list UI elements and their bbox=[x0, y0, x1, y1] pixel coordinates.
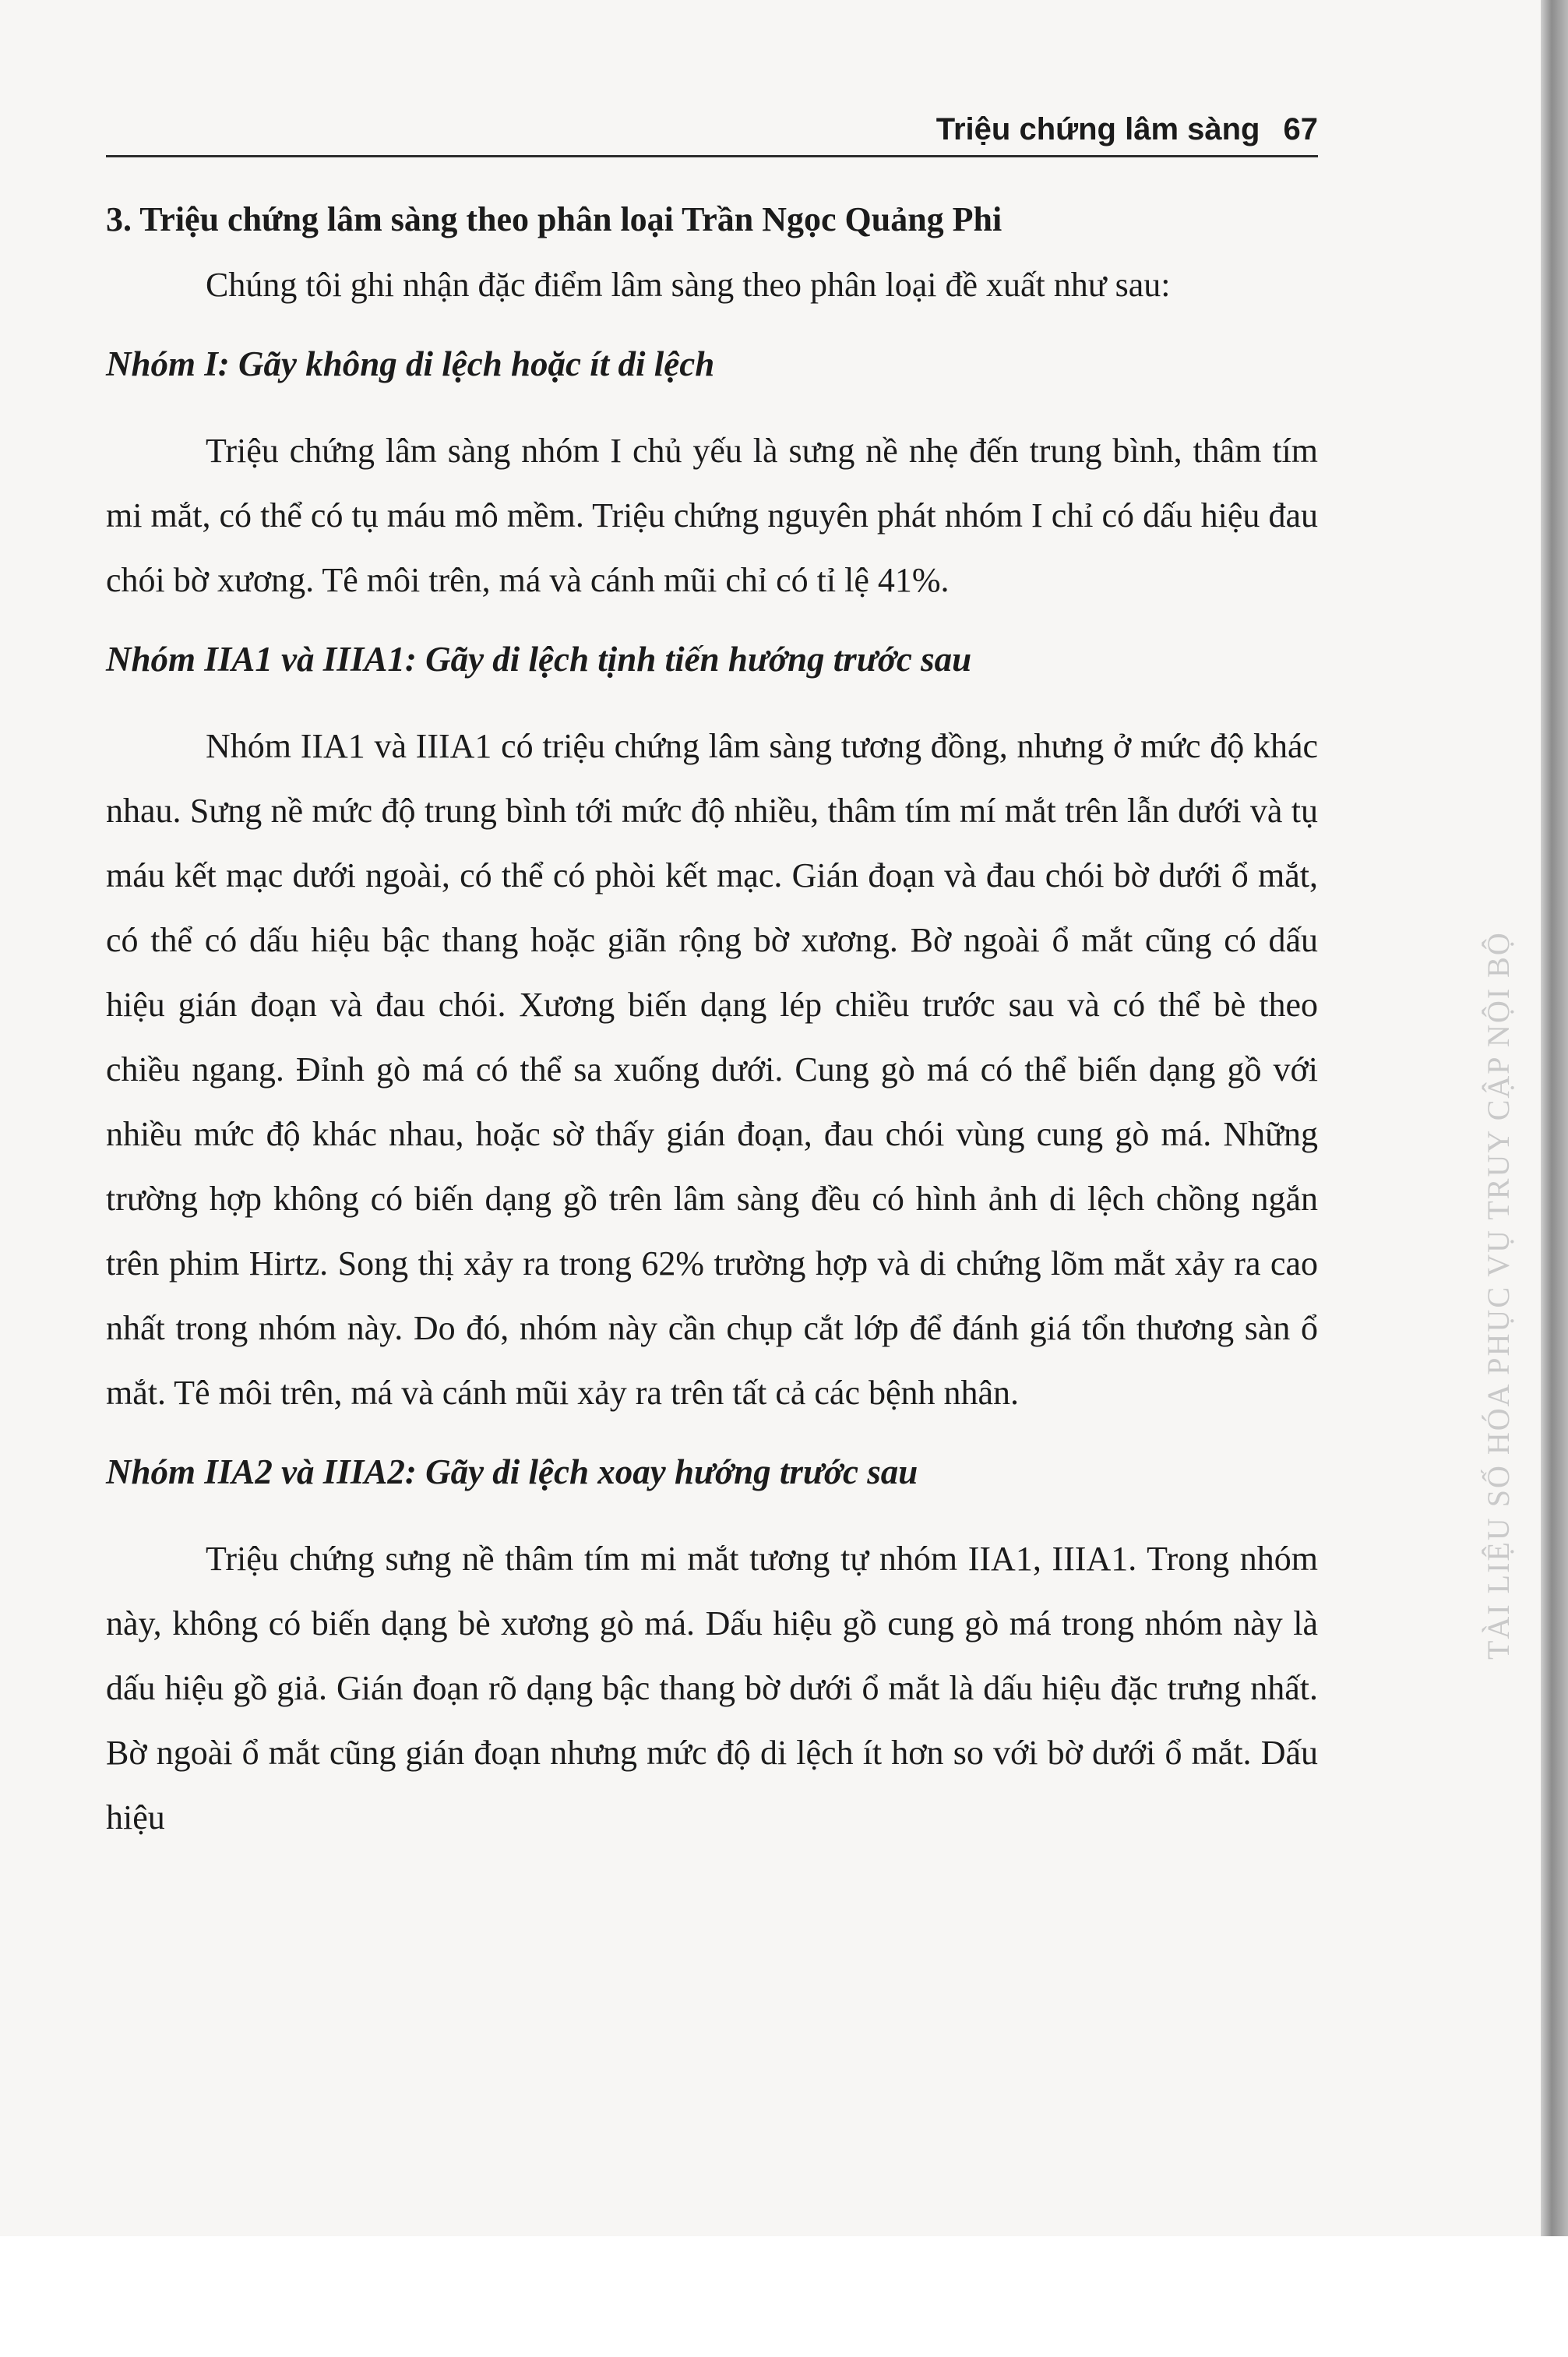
section-title: 3. Triệu chứng lâm sàng theo phân loại Trần Ngọc Quảng Phi bbox=[106, 200, 1002, 238]
group-i-title: Nhóm I: Gãy không di lệch hoặc ít di lệch bbox=[106, 344, 715, 383]
header-rule bbox=[106, 155, 1318, 157]
scan-margin bbox=[0, 2236, 1568, 2357]
page-body bbox=[106, 192, 1318, 1850]
group-i-paragraph: Triệu chứng lâm sàng nhóm I chủ yếu là sưng nề nhẹ đến trung bình, thâm tím mi mắt, có thể có tụ máu mô mềm. Triệu chứng nguyên phát nhóm I chỉ có dấu hiệu đau chói bờ xương. Tê môi trên, má và cánh mũi chỉ có tỉ lệ 41%. bbox=[106, 432, 1318, 599]
section-intro: Chúng tôi ghi nhận đặc điểm lâm sàng theo phân loại đề xuất như sau: bbox=[206, 266, 1171, 304]
running-head bbox=[936, 108, 1318, 151]
group-iia1-iiia1-paragraph: Nhóm IIA1 và IIIA1 có triệu chứng lâm sàng tương đồng, nhưng ở mức độ khác nhau. Sưng nề mức độ trung bình tới mức độ nhiều, thâm tím mí mắt trên lẫn dưới và tụ máu kết mạc dưới ngoài, có thể có phòi kết mạc. Gián đoạn và đau chói bờ dưới ổ mắt, có thể có dấu hiệu bậc thang hoặc giãn rộng bờ xương. Bờ ngoài ổ mắt cũng có dấu hiệu gián đoạn và đau chói. Xương biến dạng lép chiều trước sau và có thể bè theo chiều ngang. Đỉnh gò má có thể sa xuống dưới. Cung gò má có thể biến dạng gồ với nhiều mức độ khác nhau, hoặc sờ thấy gián đoạn, đau chói vùng cung gò má. Những trường hợp không có biến dạng gồ trên lâm sàng đều có hình ảnh di lệch chồng ngắn trên phim Hirtz. Song thị xảy ra trong 62% trường hợp và di chứng lõm mắt xảy ra cao nhất trong nhóm này. Do đó, nhóm này cần chụp cắt lớp để đánh giá tổn thương sàn ổ mắt. Tê môi trên, má và cánh mũi xảy ra trên tất cả các bệnh nhân. bbox=[106, 727, 1318, 1412]
watermark-text: TÀI LIỆU SỐ HÓA PHỤC VỤ TRUY CẬP NỘI BỘ bbox=[1481, 931, 1516, 1660]
group-iia2-iiia2-paragraph: Triệu chứng sưng nề thâm tím mi mắt tương tự nhóm IIA1, IIIA1. Trong nhóm này, không có biến dạng bè xương gò má. Dấu hiệu gồ cung gò má trong nhóm này là dấu hiệu gồ giả. Gián đoạn rõ dạng bậc thang bờ dưới ổ mắt là dấu hiệu đặc trưng nhất. Bờ ngoài ổ mắt cũng gián đoạn nhưng mức độ di lệch ít hơn so với bờ dưới ổ mắt. Dấu hiệu bbox=[106, 1540, 1318, 1837]
running-title: Triệu chứng lâm sàng bbox=[936, 112, 1260, 146]
group-iia2-iiia2-title: Nhóm IIA2 và IIIA2: Gãy di lệch xoay hướng trước sau bbox=[106, 1452, 918, 1491]
page-spine-edge bbox=[1541, 0, 1568, 2236]
group-iia1-iiia1-title: Nhóm IIA1 và IIIA1: Gãy di lệch tịnh tiến hướng trước sau bbox=[106, 640, 972, 679]
page-header bbox=[106, 108, 1318, 157]
page-number: 67 bbox=[1283, 112, 1318, 146]
